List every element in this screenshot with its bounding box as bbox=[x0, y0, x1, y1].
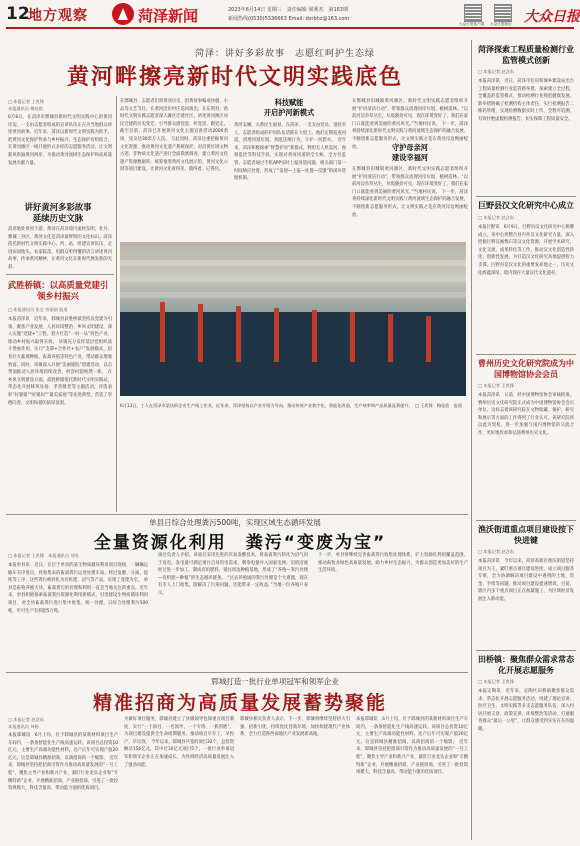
second-kicker: 单县日综合处理粪污500吨，实现区域生态循环发展 bbox=[149, 518, 321, 527]
main-subhead-1: 讲好黄河多彩故事 延续历史文脉 bbox=[24, 202, 92, 223]
second-text-3: 下一步，单县将继续完善畜禽粪污收集处理体系，扩大资源化利用覆盖范围，推动畜牧业绿色高质量发展，助力乡村生态振兴，为群众创造更加美好的生产生活环境。 bbox=[318, 553, 468, 574]
second-headline: 全量资源化利用 粪污“变废为宝” bbox=[93, 533, 387, 553]
section-name: 地方观察 bbox=[28, 8, 88, 24]
third-text-2: 为做好项目服务，郓城县建立了县级领导包保重点项目制度，实行“一个项目、一名领导、一个专班、一抓到底”，为项目建设提供全生命周期服务，推动项目早开工、早投产、早见效。 今年以来，郓城县共签约项目32个，总投资额达156亿元，其中过10亿元项目5个。一批行业单项冠军和领军企业正在加速成长，为县域经济高质量发展注入了强劲动能。 bbox=[124, 717, 234, 768]
divider bbox=[6, 672, 468, 673]
main-kicker: 菏泽：讲好多彩故事 志愿红呵护生态绿 bbox=[194, 49, 375, 59]
right-text-4: 本报菏泽讯 今年以来，菏泽高新区渔沃街道坚持项目为王，紧盯重点项目建设进度，成立项目服务专班，全力协调解决项目建设中遇到的土地、资金、手续等问题，推动项目建设提速增效。目前，辖区内多个重点项目正在加紧施工，为区域经济发展注入新动能。 bbox=[478, 559, 574, 602]
main-byline: □ 本报记者 王兆锋 本报通讯员 梅佳欣 bbox=[8, 99, 44, 111]
qr-label-2: 大众日报微信 bbox=[490, 22, 512, 26]
right-headline-5: 田桥镇：聚焦群众需求常态化开展志愿服务 bbox=[478, 655, 574, 675]
issue-info bbox=[228, 6, 428, 24]
page-number: 12 bbox=[6, 4, 30, 24]
right-text-3: 本报菏泽讯 日前，经中国博物馆协会审核批准，曹州历史文化研究院正式成为中国博物馆协会会员单位。这标志着该研究院在文物收藏、保护、研究和展示等方面的工作得到了行业认可。该研究院将以此为契机，进一步加强与国内博物馆的交流合作，更好地传承和弘扬曹州历史文化。 bbox=[478, 393, 574, 436]
photo-caption: 6月13日，工人在菏泽市某纺织企业生产线上作业。近年来，菏泽坚持以产业升级为导向，推动传统产业数字化、智能化改造，生产效率和产品质量显著提升。 □ 王兆锋 梅佳欣 报道 bbox=[120, 403, 463, 408]
right-text-5: 本报定陶讯 近年来，定陶区田桥镇聚焦群众需求，常态化开展志愿服务活动，组建了理论宣讲、医疗卫生、文明实践等多支志愿服务队伍，深入村居开展义诊、政策宣讲、环境整治等活动，打通服务群众“最后一公里”，让群众感受到实实在在的温暖。 bbox=[478, 689, 574, 732]
third-text-1: 本报郓城讯 6月上旬，位于郓城县的某新材料项目生产车间内，一条条智能化生产线高速运转。该项目总投资10亿元，主要生产高端功能性材料，达产后年可实现产值20亿元。这是郓城县精准招商、以商招商的一个缩影。 近年来，郓城县坚持把招商引资作为推动高质量发展的“一号工程”，聚焦主导产业和新兴产业，紧盯行业龙头企业和“专精特新”企业，开展精准招商、产业链招商，引进了一批投资规模大、科技含量高、带动能力强的优质项目。 bbox=[8, 733, 118, 792]
left-text: 本报菏泽讯 近年来，郓城县武胜桥镇坚持以党建为引领，聚焦产业发展、人居环境整治、乡风文明建设，深入实施“党建+”工程，着力打造“一村一品”特色产业，推动乡村振兴取得实效。 该镇充分发挥基层党组织战斗堡垒作用，实行“支部+合作社+农户”发展模式，培育壮大蔬菜种植、畜禽养殖等特色产业，带动群众增收致富。同时，该镇深入开展“美丽庭院”创建活动，以点带面推动人居环境持续改善，村容村貌焕然一新。 在乡风文明建设方面，武胜桥镇依托新时代文明实践站，常态化开展移风易俗、孝善敬老等主题活动，评选表彰“好婆婆”“好媳妇”“最美家庭”等先进典型，营造了崇德向善、文明和谐的浓厚氛围。 bbox=[8, 317, 112, 406]
left-headline: 武胜桥镇：以高质量党建引领乡村振兴 bbox=[7, 280, 109, 301]
main-subhead-3-text: 在鄄城县旧城镇黄河滩区，新时代文明实践志愿者组织开展“护河清洁行动”，带领群众清理河岸垃圾、植树造林。“以前河边杂草丛生，垃圾随处可见，现在环境变好了，我们在家门口就能看到美丽的黄河风光。”当地村民说。 下一步，菏泽将持续深化新时代文明实践与黄河流域生态保护的融合发展，不断创新志愿服务形式，让文明实践之花在黄河岸边绚丽绽放。 bbox=[352, 167, 469, 218]
divider bbox=[6, 274, 114, 275]
masthead-rule bbox=[6, 27, 574, 29]
main-column-2: 在鄄城县，志愿者们将黄河历史、治黄故事编成快板、小品等文艺节目，在黄河沿岸村庄巡回演出；在东明县，新时代文明实践志愿者深入滩区迁建社区，讲述黄河滩区居民迁建的历史变迁，引导群众感党恩、听党话、跟党走。截至目前，菏泽已开展黄河文化主题宣讲活动2000余场，受众达30余万人次。 与此同时，菏泽注重挖掘黄河文化资源，推动黄河文化遗产系统保护。对沿黄区域文物古迹、非物质文化遗产进行全面摸底调查，建立黄河文化遗产资源数据库，统筹推进黄河文化展示馆、黄河文化公园等项目建设，让黄河文化看得见、摸得着、记得住。 bbox=[120, 99, 228, 173]
qr-code-icon bbox=[494, 4, 512, 22]
right-headline-3: 曹州历史文化研究院成为中国博物馆协会会员 bbox=[478, 359, 574, 379]
right-text-2: 本报巨野讯 6月9日，巨野县汉文化研究中心揭牌成立。该中心将整合县内外汉文化研究力量，深入挖掘巨野汉画像石等汉文化资源，开展学术研究、文化交流、成果转化等工作，推动汉文化创造性转化、创新性发展，为打造汉文化研究高地提供智力支撑。巨野县是汉文化的重要发祥地之一，历史文化底蕴深厚，境内现存大量汉代文化遗存。 bbox=[478, 225, 574, 276]
issue-line-1: 2023年6月14日 星期三 责任编辑 梁利杰 第163期 bbox=[228, 7, 348, 13]
qr-label-1: 大众日报客户端 bbox=[459, 22, 485, 26]
third-byline: □ 本报记者 赵念东 本报通讯员 刘杨 bbox=[8, 717, 44, 729]
second-text-2: 项目负责人介绍，该项目采用先进的厌氧发酵技术，将畜禽粪污转化为沼气用于发电，发电量可满足项目自身用电需求，剩余电量并入国家电网；沼渣沼液经过进一步加工，制成有机肥料，销往周边种植基地，形成了“养殖—粪污处理—有机肥—种植”的生态循环链条。 “过去养殖场的粪污处理是个大难题，现在有专人上门收集，既解决了污染问题，还能带来一定收益。”当地一位养殖户表示。 bbox=[158, 553, 308, 596]
divider bbox=[476, 196, 576, 197]
divider bbox=[476, 650, 576, 651]
right-byline-4: □ 本报记者 赵念东 bbox=[478, 549, 514, 554]
main-subhead-1-text: 菏泽地处黄河下游，黄河在菏泽境内流经东明、牡丹、鄄城三县区。黄河文化是菏泽最鲜明的文化标识。菏泽依托新时代文明实践中心、所、站，组建宣讲队伍，走进田间地头、农家院落，用群众听得懂的语言讲述黄河故事、传承黄河精神，让黄河文化在新时代焕发新的光彩。 bbox=[8, 227, 112, 270]
third-headline: 精准招商为高质量发展蓄势聚能 bbox=[92, 692, 387, 714]
divider bbox=[476, 520, 576, 521]
divider bbox=[476, 354, 576, 355]
divider bbox=[116, 96, 117, 512]
section-brand: 菏泽新闻 bbox=[138, 7, 199, 25]
qr-code-icon bbox=[464, 4, 482, 22]
factory-photo bbox=[120, 242, 466, 396]
third-text-3: 郓城县相关负责人表示，下一步，郓城将继续坚持招大引强、招新引优，持续优化营商环境，加快构建现代产业体系，全力打造鲁西南地区产业发展新高地。 bbox=[240, 717, 350, 738]
main-subhead-2-text: 黄河安澜，关系民生福祉。在菏泽，一支支由党员、退役军人、志愿者组成的护河队伍活跃在大堤上。他们定期巡查河道，清理河道垃圾，劝阻违规行为，守护一河碧水。 近年来，菏泽积极探索“智慧护河”新模式，利用无人机巡河、视频监控等科技手段，实现对黄河河道的全天候、全方位监管。志愿者通过手机APP实时上报河道问题，相关部门第一时间响应处置，形成了“发现—上报—处置—反馈”的闭环管理机制。 bbox=[234, 123, 346, 182]
divider bbox=[471, 40, 472, 840]
left-byline: □ 本报通讯员 张宝 房丽丽 报道 bbox=[8, 307, 68, 312]
paper-logo: 大众日报 bbox=[524, 9, 580, 25]
third-text-4: 本报郓城讯 6月上旬，位于郓城县的某新材料项目生产车间内，一条条智能化生产线高速运转。该项目总投资10亿元，主要生产高端功能性材料，达产后年可实现产值20亿元。这是郓城县精准招商、以商招商的一个缩影。 近年来，郓城县坚持把招商引资作为推动高质量发展的“一号工程”，聚焦主导产业和新兴产业，紧盯行业龙头企业和“专精特新”企业，开展精准招商、产业链招商，引进了一批投资规模大、科技含量高、带动能力强的优质项目。 bbox=[356, 717, 468, 776]
right-byline-2: □ 本报记者 赵念东 bbox=[478, 215, 514, 220]
main-column-4-top: 在鄄城县旧城镇黄河滩区，新时代文明实践志愿者组织开展“护河清洁行动”，带领群众清理河岸垃圾、植树造林。“以前河边杂草丛生，垃圾随处可见，现在环境变好了，我们在家门口就能看到美丽的黄河风光。”当地村民说。 下一步，菏泽将持续深化新时代文明实践与黄河流域生态保护的融合发展，不断创新志愿服务形式，让文明实践之花在黄河岸边绚丽绽放。 bbox=[352, 99, 469, 150]
right-text-1: 本报菏泽讯 近日，菏泽市住房和城乡建设局出台工程质量检测行业监管新举措，探索建立全过程、全覆盖的监管模式，推动检测行业规范健康发展。新举措明确了检测机构主体责任，实行检测报告二维码管理，实现检测数据实时上传、全程可追溯，有效杜绝虚假检测报告，切实保障工程质量安全。 bbox=[478, 79, 574, 122]
main-subhead-2: 科技赋能 开启护河新模式 bbox=[263, 98, 315, 117]
right-byline-5: □ 本报记者 王兆锋 bbox=[478, 679, 514, 684]
right-byline-3: □ 本报记者 王兆锋 bbox=[478, 383, 514, 388]
third-kicker: 郓城打造一批行业单项冠军和领军企业 bbox=[211, 677, 339, 686]
right-headline-2: 巨野县汉文化研究中心成立 bbox=[478, 201, 574, 210]
main-lead: 6月8日，在菏泽市鄄城县新时代文明实践中心的黄河岸边，一支由志愿者组成的宣讲队伍正在为当地群众讲述黄河故事。近年来，菏泽以新时代文明实践为抓手，把黄河文化保护传承与乡村振兴、生态保护有机结合，在黄河滩区一线开展形式多样的志愿服务活动，让文明新风吹遍黄河两岸，为推动黄河流域生态保护和高质量发展贡献力量。 bbox=[8, 115, 112, 166]
right-byline-1: □ 本报记者 赵念东 bbox=[478, 69, 514, 74]
right-headline-1: 菏泽探索工程质量检测行业监管模式创新 bbox=[478, 45, 574, 65]
main-subhead-3: 守护母亲河 建设幸福河 bbox=[392, 143, 428, 162]
masthead bbox=[0, 0, 580, 40]
issue-line-2: 新闻热线(0530)5336663 Email: dzrbhz@163.com bbox=[228, 16, 350, 22]
second-text-1: 本报单县讯 近日，在位于单县的某生物质循环利用项目现场，一辆辆运输车有序进出，将收集来的畜禽粪污运进处理车间。经过发酵、分离、提纯等工序，这些粪污被转化为有机肥、沼气等产品，实现了变废为宝。 单县是畜牧养殖大县，畜禽粪污的处理和利用一直是当地关注的重点。近年来，单县积极探索畜禽粪污资源化利用新模式，引进建设生物质循环利用项目，对全县畜禽粪污进行集中收集、统一处理，日综合处理粪污500吨，年可生产有机肥5万吨。 bbox=[8, 563, 148, 614]
main-headline: 黄河畔擦亮新时代文明实践底色 bbox=[66, 65, 403, 90]
right-headline-4: 渔沃街道重点项目建设按下快进键 bbox=[478, 525, 574, 545]
divider bbox=[6, 514, 468, 515]
second-byline: □ 本报记者 王兆锋 本报通讯员 刘昊 bbox=[8, 553, 79, 558]
brand-logo-icon bbox=[112, 3, 134, 25]
